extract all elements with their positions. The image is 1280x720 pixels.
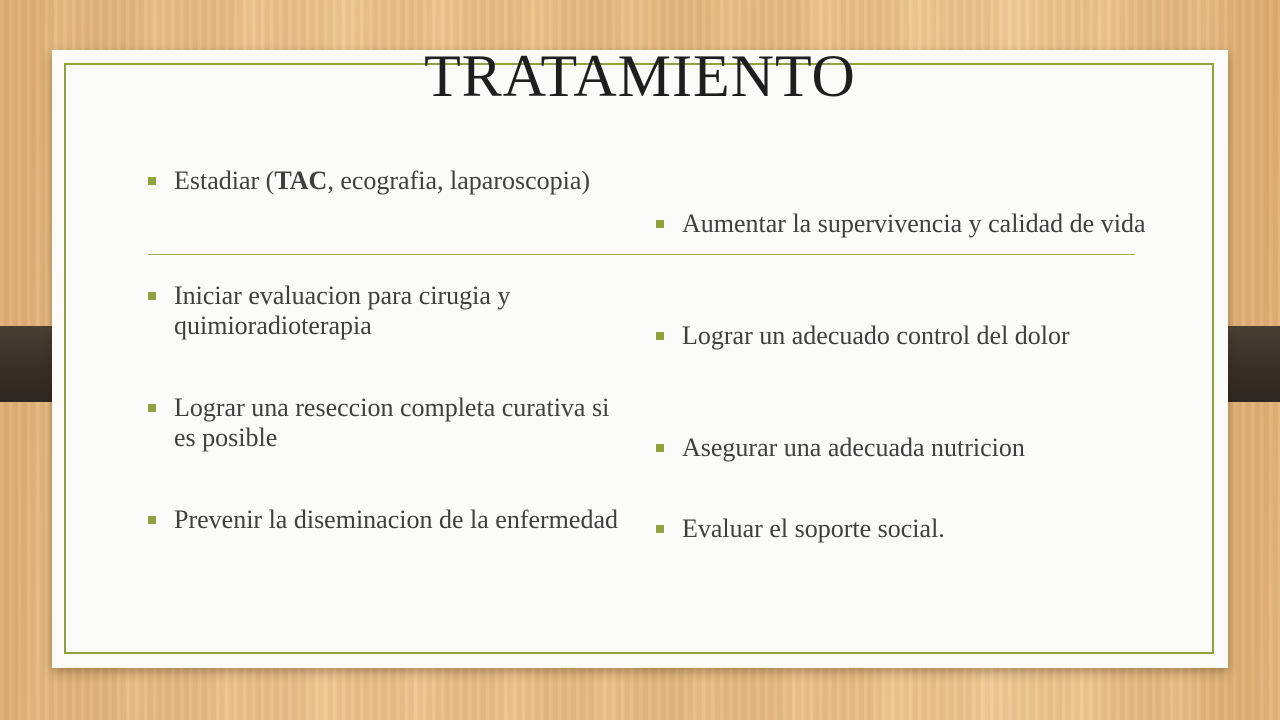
list-item-text: Evaluar el soporte social. <box>682 514 945 543</box>
title-divider <box>148 254 1135 255</box>
square-bullet-icon <box>148 516 156 524</box>
square-bullet-icon <box>656 332 664 340</box>
slide-frame <box>64 63 1214 654</box>
list-item-text: Lograr una reseccion completa curativa si es posible <box>174 393 610 452</box>
slide-paper <box>52 50 1228 668</box>
list-item <box>148 281 618 341</box>
square-bullet-icon <box>148 404 156 412</box>
list-item <box>656 514 945 544</box>
square-bullet-icon <box>148 292 156 300</box>
list-item-text: Iniciar evaluacion para cirugia y quimioradioterapia <box>174 281 511 340</box>
list-item <box>656 433 1025 463</box>
square-bullet-icon <box>148 177 156 185</box>
list-item <box>148 393 618 453</box>
list-item <box>148 505 618 535</box>
list-item-text: Prevenir la diseminacion de la enfermedad <box>174 505 618 534</box>
square-bullet-icon <box>656 444 664 452</box>
list-item-text: Lograr un adecuado control del dolor <box>682 321 1070 350</box>
slide-title: TRATAMIENTO <box>424 43 856 109</box>
list-item <box>148 166 590 196</box>
list-item-text: Asegurar una adecuada nutricion <box>682 433 1025 462</box>
square-bullet-icon <box>656 525 664 533</box>
list-item-text: Estadiar (TAC, ecografia, laparoscopia) <box>174 166 591 195</box>
list-item <box>656 321 1070 351</box>
list-item <box>656 209 1145 239</box>
list-item-text: Aumentar la supervivencia y calidad de vida <box>682 209 1146 238</box>
square-bullet-icon <box>656 220 664 228</box>
emphasis-text: TAC <box>274 166 328 195</box>
